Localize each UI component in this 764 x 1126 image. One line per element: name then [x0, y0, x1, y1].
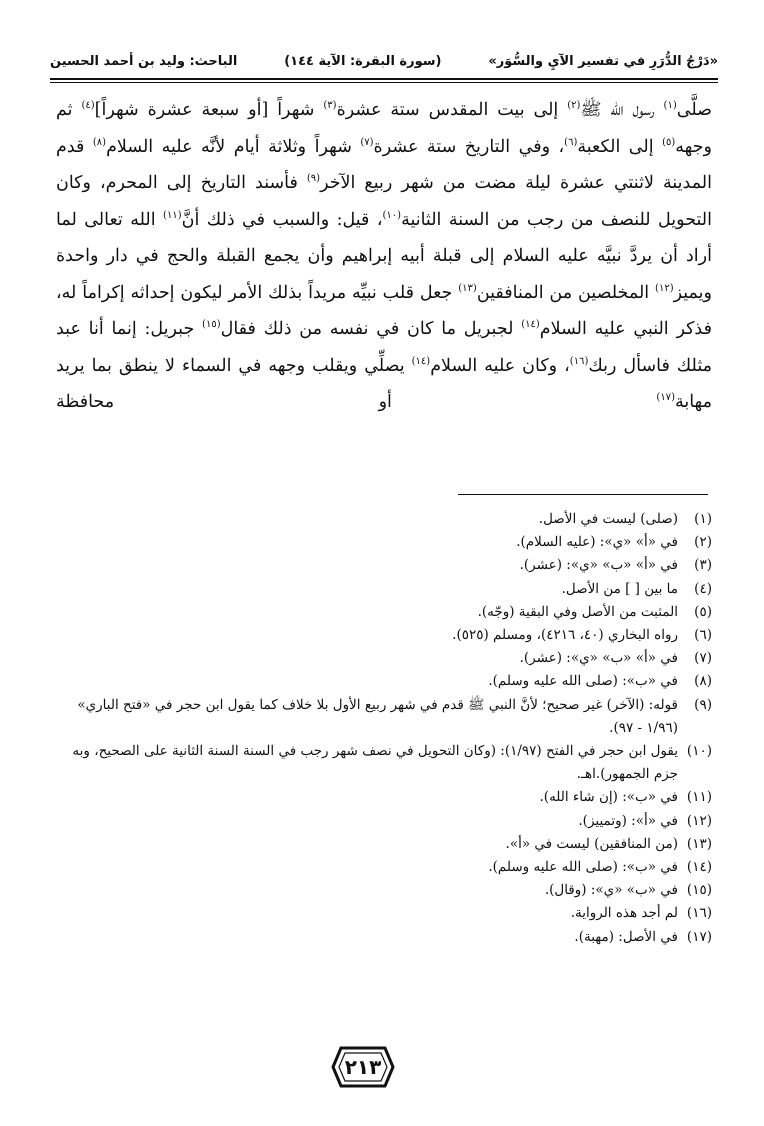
footnote [56, 926, 712, 949]
footnote [56, 810, 712, 833]
body-text-run: ، وكان عليه السلام [430, 355, 570, 376]
main-text [56, 92, 712, 421]
footnote [56, 578, 712, 601]
footnote-text: في «أ» «ب» «ي»: (عشر). [519, 650, 678, 667]
footnote-text: في «ب»: (صلى الله عليه وسلم). [488, 673, 678, 690]
footnote-number: ( ١٣ ) [678, 833, 712, 856]
footnote [56, 624, 712, 647]
footnote-text: ما بين [ ] من الأصل. [561, 580, 678, 597]
footnote-reference: (١٧) [656, 392, 675, 404]
footnote [56, 694, 712, 740]
footnote-number: ( ٩ ) [678, 694, 712, 717]
footnote-text: المثبت من الأصل وفي البقية (وجّه). [477, 603, 678, 620]
footnote-reference: (٢) [567, 100, 581, 112]
chapter-reference: (سورة البقرة: الآية ١٤٤) [284, 53, 442, 69]
footnote-reference: (٨) [92, 136, 107, 148]
running-header [50, 46, 718, 76]
footnote-reference: (٩) [306, 173, 321, 185]
body-text-run: ، وفي التاريخ ستة عشرة [373, 136, 565, 157]
body-text-run: شهراً [أو سبعة عشرة شهراً] [94, 100, 324, 120]
footnote-reference: (١٤) [521, 319, 540, 331]
footnote-reference: (٦) [564, 136, 578, 148]
footnote [56, 856, 712, 879]
footnote-reference: (٤) [81, 100, 95, 112]
footnotes-list [56, 508, 712, 949]
body-paragraph [56, 92, 712, 421]
body-text-run: الله تعالى لما أراد أن يردَّ نبيَّه عليه السلام إلى قبلة أبيه إبراهيم وأن يجمع القبلة والحج في دار واحدة ويميز [56, 209, 712, 303]
footnote [56, 740, 712, 786]
footnote-text: في «أ»: (وتمييز). [578, 812, 678, 829]
header-rule [50, 78, 718, 83]
body-text-run: أو محافظة [56, 392, 657, 412]
book-title: «دَرْجُ الدُّرَرِ في تفسير الآيِ والسُّوَر» [488, 53, 718, 69]
page-number-ornament [331, 1044, 395, 1090]
footnote-number: ( ٦ ) [678, 624, 712, 647]
footnote-number: ( ٨ ) [678, 670, 712, 693]
footnote [56, 531, 712, 554]
footnote-text: رواه البخاري (٤٠، ٤٢١٦)، ومسلم (٥٢٥). [452, 627, 678, 644]
footnote-text: قوله: (الآخر) غير صحيح؛ لأنَّ النبي ﷺ قدم في شهر ربيع الأول بلا خلاف كما يقول ابن حجر في «فتح الباري» (١/٩٦ - ٩٧). [77, 696, 678, 736]
footnote-number: ( ٢ ) [678, 531, 712, 554]
body-text-run: قدم المدينة لاثنتي عشرة ليلة مضت من شهر ربيع الآخر [56, 136, 712, 193]
footnote-text: (من المنافقين) ليست في «أ». [505, 835, 678, 852]
footnote-reference: (١٣) [458, 282, 477, 294]
footnote [56, 879, 712, 902]
footnote-number: ( ١٢ ) [678, 810, 712, 833]
footnote-reference: (١٦) [569, 355, 589, 367]
footnote [56, 786, 712, 809]
footnote-text: لم أجد هذه الرواية. [570, 905, 678, 922]
footnote-number: ( ١٥ ) [678, 879, 712, 902]
footnote-text: في «أ» «ي»: (عليه السلام). [516, 534, 678, 551]
footnote [56, 647, 712, 670]
footnote-reference: (٣) [323, 100, 337, 112]
body-text-run: إلى بيت المقدس ستة عشرة [336, 100, 568, 120]
footnote-separator [458, 494, 708, 495]
body-text-run: جبريل: إنما أنا عبد مثلك فاسأل ربك [56, 319, 712, 376]
page-number: ٢١٣ [344, 1055, 382, 1079]
footnote-text: في «ب»: (صلى الله عليه وسلم). [488, 859, 678, 876]
footnote-reference: (١٥) [202, 319, 221, 331]
footnote-number: ( ١ ) [678, 508, 712, 531]
footnote-reference: (١) [663, 100, 677, 112]
footnote-number: ( ١١ ) [678, 786, 712, 809]
footnote-reference: (٧) [360, 136, 374, 148]
footnote [56, 554, 712, 577]
footnote [56, 670, 712, 693]
body-text-run: جعل قلب نبيِّه مريداً بذلك الأمر ليكون إحداثه إكراماً له، فذكر النبي عليه السلام [56, 282, 712, 339]
body-text-run: صلَّى [676, 100, 712, 120]
body-text-run: ثم وجهه [56, 100, 712, 157]
body-text-run: ، قيل: والسبب في ذلك أنَّ [181, 209, 383, 230]
footnote [56, 833, 712, 856]
footnote-text: (صلى) ليست في الأصل. [538, 511, 678, 527]
body-text-run: فأسند التاريخ إلى المحرم، وكان التحويل للنصف من رجب من السنة الثانية [56, 173, 712, 230]
body-text-run: شهراً وثلاثة أيام لأنَّه عليه السلام [106, 136, 361, 157]
footnote-number: ( ٣ ) [678, 554, 712, 577]
footnote-number: ( ١٠ ) [678, 740, 712, 763]
footnote-number: ( ٤ ) [678, 578, 712, 601]
footnote [56, 601, 712, 624]
footnote-reference: (١٠) [382, 209, 402, 221]
footnote [56, 508, 712, 531]
footnote-reference: (٥) [662, 136, 676, 148]
footnote-reference: (١٤) [411, 355, 431, 367]
footnote-number: ( ١٧ ) [678, 926, 712, 949]
footnote-reference: (١١) [163, 209, 182, 221]
footnote-number: ( ٥ ) [678, 601, 712, 624]
researcher-name: الباحث: وليد بن أحمد الحسين [50, 53, 238, 69]
footnote-number: ( ٧ ) [678, 647, 712, 670]
body-text-run: يصلِّي ويقلب وجهه في السماء لا ينطق بما يريد مهابة [56, 355, 712, 412]
footnote-reference: (١٢) [655, 282, 674, 294]
footnote-number: ( ١٤ ) [678, 856, 712, 879]
body-text-run: لجبريل ما كان في نفسه من ذلك فقال [220, 319, 522, 339]
footnote-text: في «ب»: (إن شاء الله). [539, 789, 678, 806]
footnote-number: ( ١٦ ) [678, 902, 712, 925]
body-text-run: إلى الكعبة [577, 136, 663, 157]
body-text-run: رسول الله ﷺ [580, 100, 664, 120]
footnote-text: في الأصل: (مهبة). [574, 928, 678, 945]
footnote [56, 902, 712, 925]
footnote-text: في «أ» «ب» «ي»: (عشر). [519, 557, 678, 574]
body-text-run: المخلصين من المنافقين [476, 282, 656, 303]
footnote-text: يقول ابن حجر في الفتح (١/٩٧): (وكان التحويل في نصف شهر رجب في السنة السنة الثانية على الصحيح، وبه جزم الجمهور).اهـ. [72, 743, 678, 783]
footnote-text: في «ب» «ي»: (وقال). [544, 882, 678, 899]
